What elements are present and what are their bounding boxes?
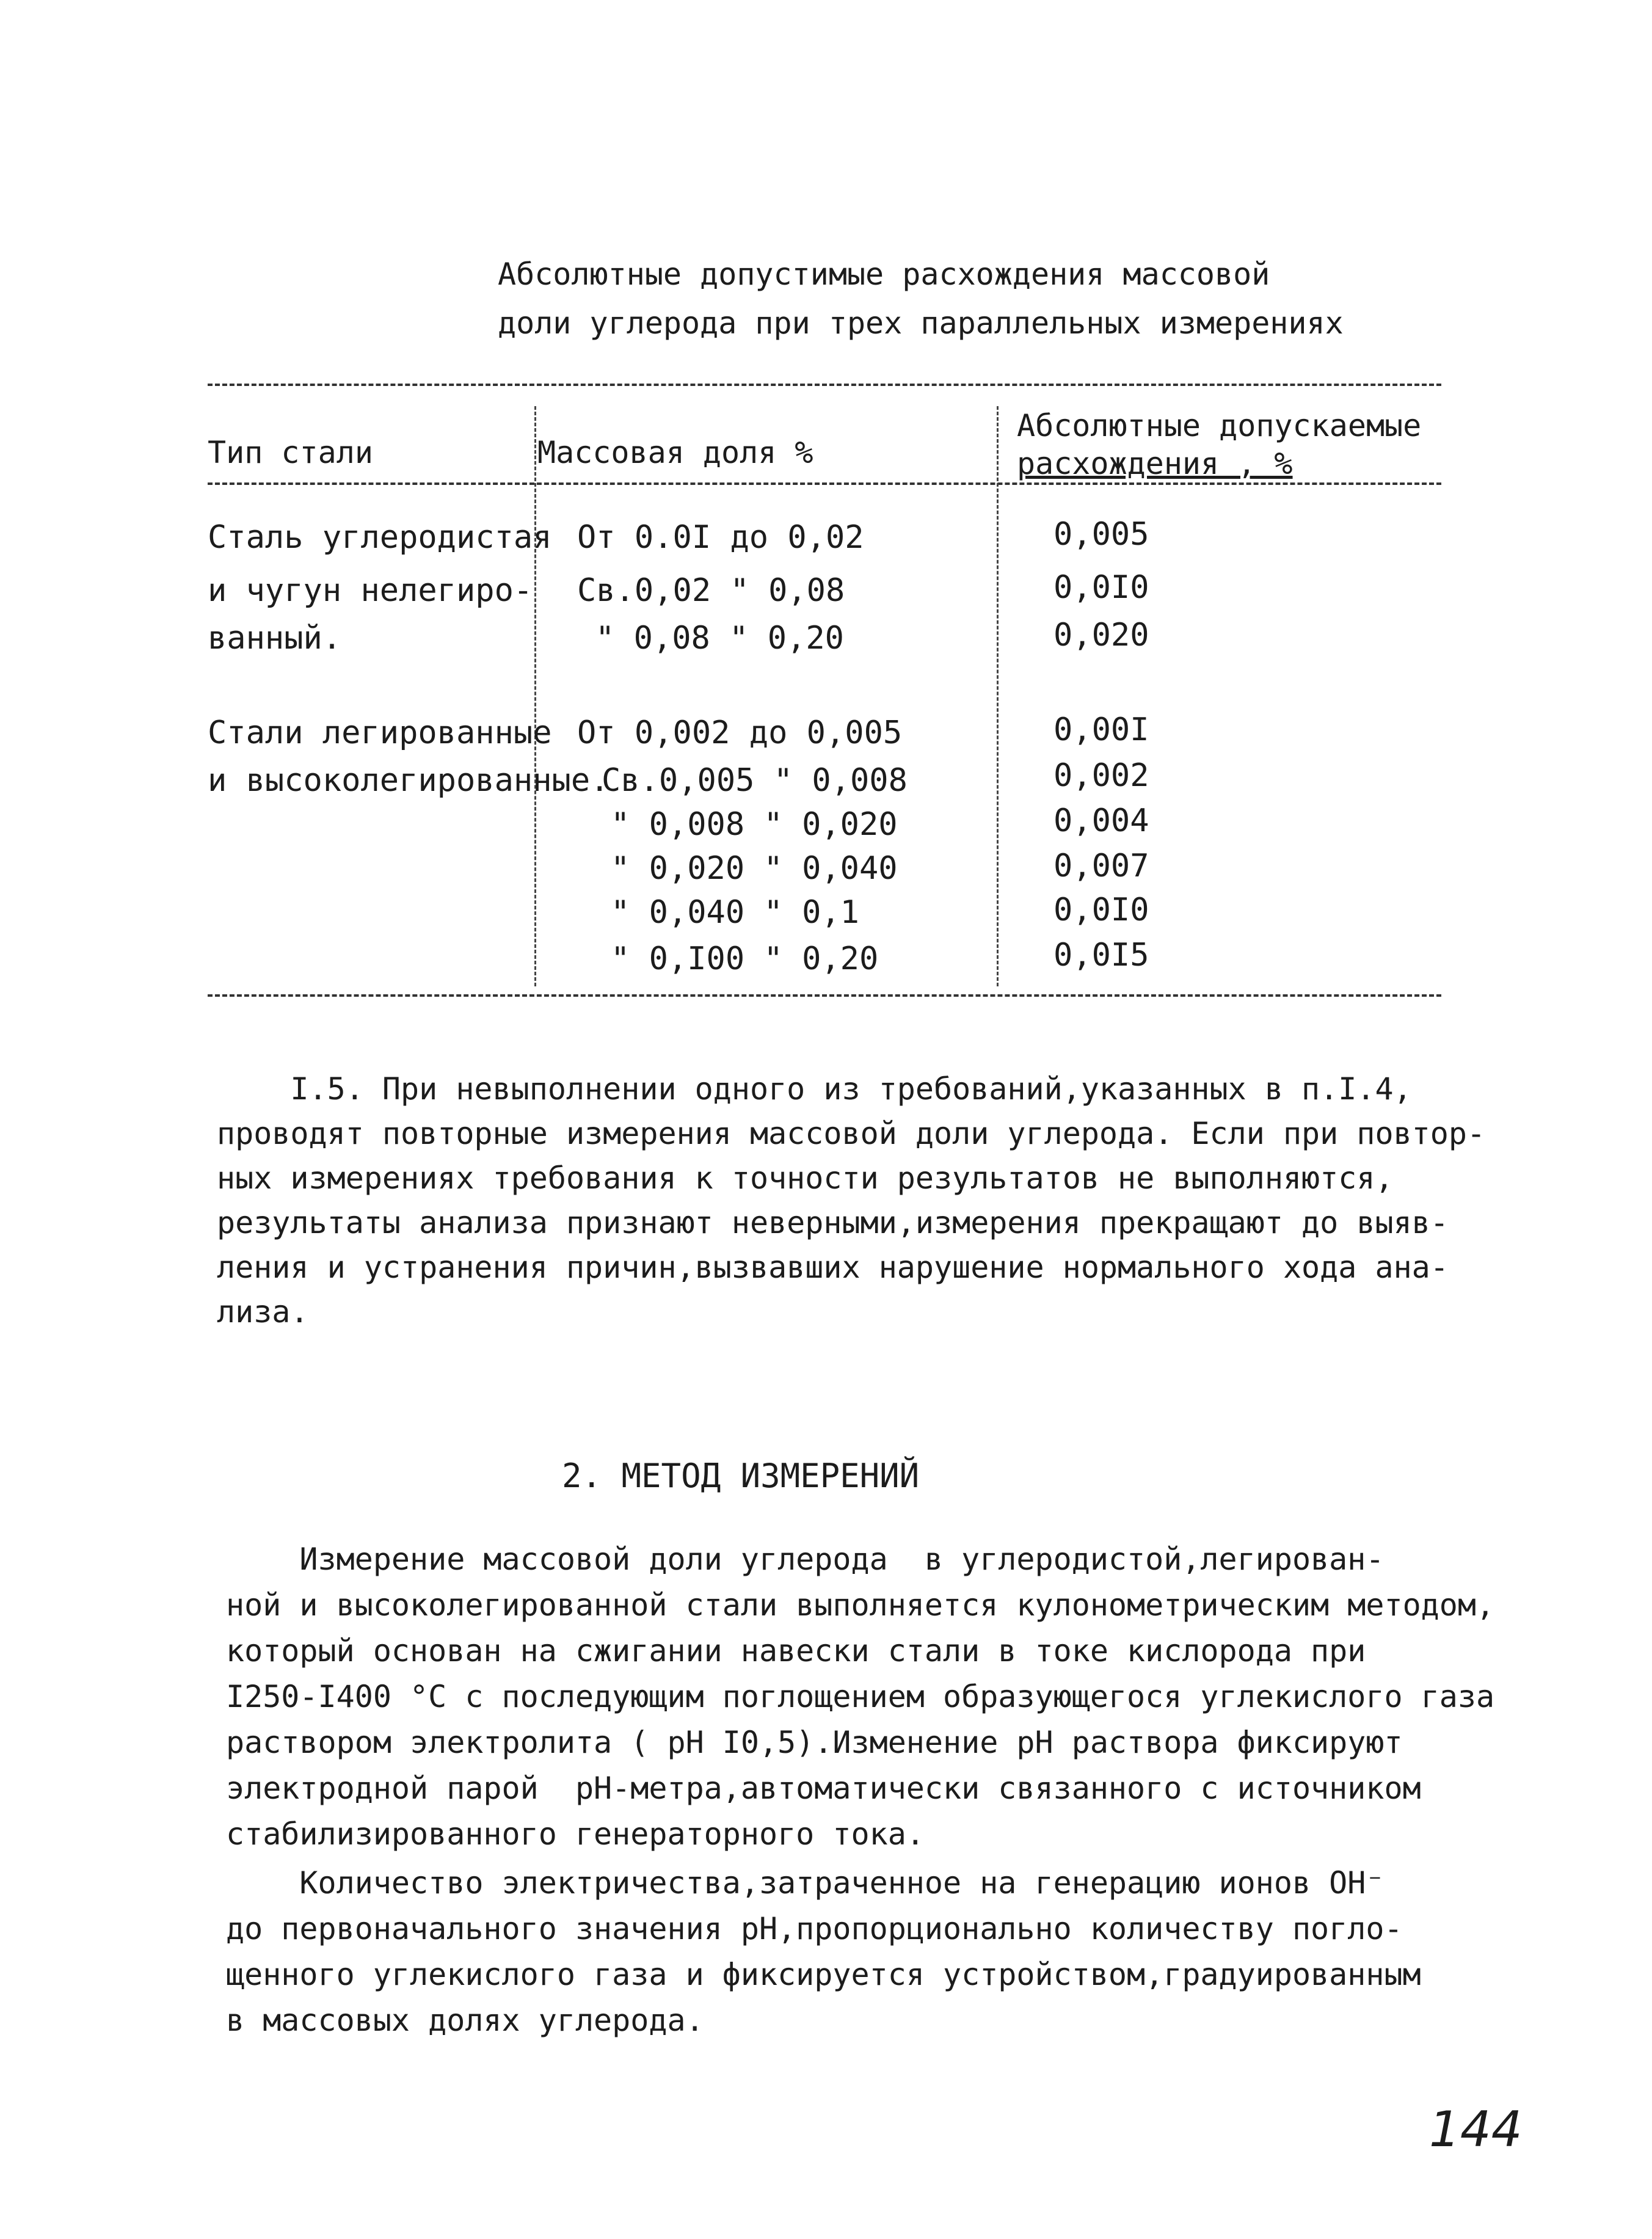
header-deviation-line-1: Абсолютные допускаемые <box>1017 408 1422 443</box>
deviation-cell: 0,0I0 <box>1053 892 1149 928</box>
mass-fraction-cell: " 0,008 " 0,020 <box>611 806 898 843</box>
header-mass-fraction: Массовая доля % <box>537 435 813 470</box>
table-header-rule <box>208 482 1441 485</box>
paragraph-line: результаты анализа признают неверными,измерения прекращают до выяв- <box>217 1205 1449 1240</box>
deviation-cell: 0,0I0 <box>1053 569 1149 606</box>
paragraph-line: стабилизированного генераторного тока. <box>226 1816 925 1852</box>
mass-fraction-cell: " 0,040 " 0,1 <box>611 894 859 931</box>
deviation-cell: 0,004 <box>1053 803 1149 839</box>
paragraph-line: I250-I400 °С с последующим поглощением образующегося углекислого газа <box>226 1679 1495 1714</box>
steel-type-cell: Сталь углеродистая <box>208 519 552 556</box>
steel-type-cell: и высоколегированные. <box>208 762 609 799</box>
paragraph-line: в массовых долях углерода. <box>226 2003 704 2038</box>
table-column-divider-1 <box>534 406 536 986</box>
paragraph-line: электродной парой рН-метра,автоматически связанного с источником <box>226 1771 1421 1806</box>
table-caption-line-2: доли углерода при трех параллельных измерениях <box>498 305 1344 341</box>
paragraph-line: I.5. При невыполнении одного из требований,указанных в п.I.4, <box>217 1071 1412 1107</box>
deviation-cell: 0,020 <box>1053 617 1149 653</box>
deviation-cell: 0,005 <box>1053 516 1149 553</box>
deviation-cell: 0,00I <box>1053 712 1149 748</box>
paragraph-line: до первоначального значения рН,пропорционально количеству погло- <box>226 1911 1403 1946</box>
deviation-cell: 0,0I5 <box>1053 937 1149 974</box>
steel-type-cell: и чугун нелегиро- <box>208 572 533 609</box>
deviation-cell: 0,002 <box>1053 757 1149 794</box>
steel-type-cell: Стали легированные <box>208 715 552 751</box>
mass-fraction-cell: Св.0,005 " 0,008 <box>602 762 908 799</box>
table-top-rule <box>208 384 1441 386</box>
header-deviation-line-2: расхождения , % <box>1017 446 1293 481</box>
paragraph-line: Количество электричества,затраченное на генерацию ионов ОН⁻ <box>226 1865 1385 1901</box>
deviation-cell: 0,007 <box>1053 848 1149 884</box>
mass-fraction-cell: " 0,08 " 0,20 <box>595 620 844 657</box>
paragraph-line: ления и устранения причин,вызвавших нарушение нормального хода ана- <box>217 1250 1449 1285</box>
table-column-divider-2 <box>997 406 999 986</box>
steel-type-cell: ванный. <box>208 620 342 657</box>
table-bottom-rule <box>208 994 1441 997</box>
mass-fraction-cell: " 0,I00 " 0,20 <box>611 941 879 977</box>
mass-fraction-cell: От 0.0I до 0,02 <box>577 519 864 556</box>
paragraph-line: проводят повторные измерения массовой доли углерода. Если при повтор- <box>217 1116 1486 1151</box>
page-number: 144 <box>1429 2101 1523 2158</box>
paragraph-line: Измерение массовой доли углерода в углеродистой,легирован- <box>226 1542 1385 1577</box>
mass-fraction-cell: От 0,002 до 0,005 <box>577 715 903 751</box>
table-caption-line-1: Абсолютные допустимые расхождения массовой <box>498 257 1270 292</box>
paragraph-line: ных измерениях требования к точности результатов не выполняются, <box>217 1160 1394 1196</box>
mass-fraction-cell: Св.0,02 " 0,08 <box>577 572 845 609</box>
header-steel-type: Тип стали <box>208 435 373 470</box>
paragraph-line: который основан на сжигании навески стали в токе кислорода при <box>226 1633 1366 1669</box>
paragraph-line: лиза. <box>217 1294 309 1330</box>
paragraph-line: ной и высоколегированной стали выполняется кулонометрическим методом, <box>226 1587 1495 1623</box>
mass-fraction-cell: " 0,020 " 0,040 <box>611 850 898 887</box>
section-heading: 2. МЕТОД ИЗМЕРЕНИЙ <box>562 1457 920 1495</box>
paragraph-line: раствором электролита ( рН I0,5).Изменение рН раствора фиксируют <box>226 1725 1403 1760</box>
paragraph-line: щенного углекислого газа и фиксируется устройством,градуированным <box>226 1957 1421 1992</box>
